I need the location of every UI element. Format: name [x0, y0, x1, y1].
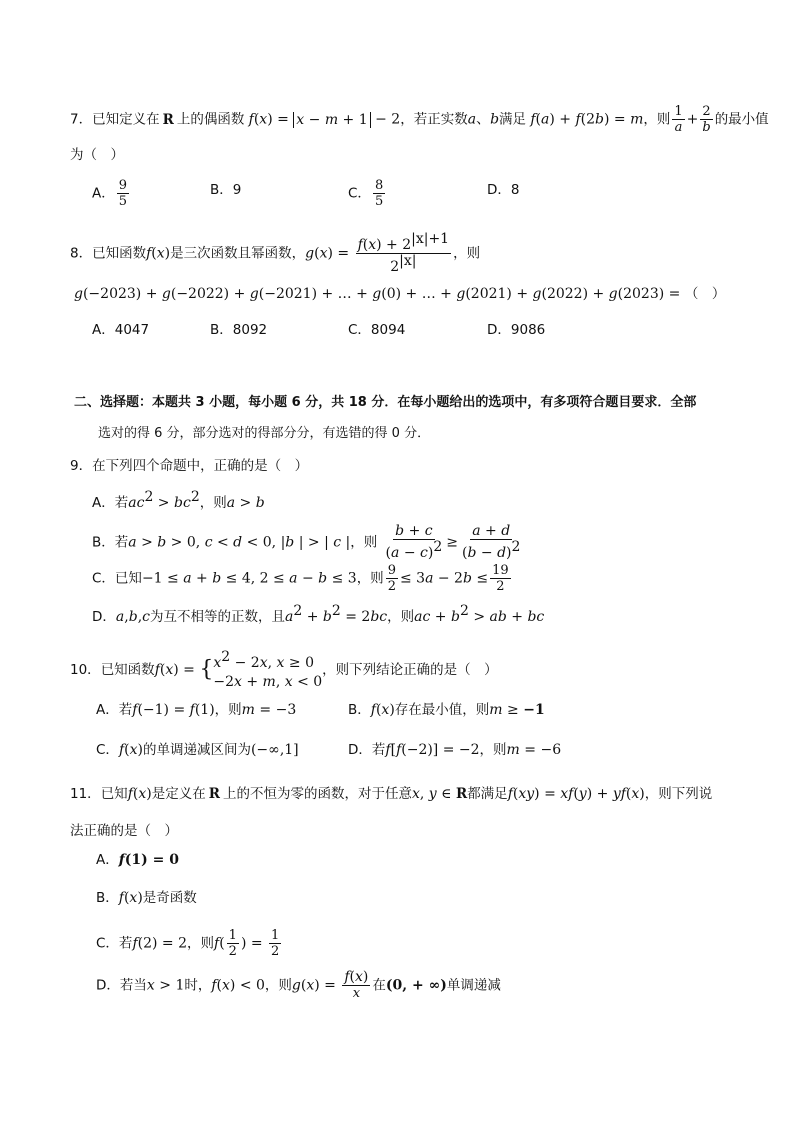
q10-option-b[interactable]: B．f(x)存在最小值，则m ≥ −1 — [348, 702, 545, 718]
question-11-line-1: 11．已知f(x)是定义在 R 上的不恒为零的函数，对于任意x, y ∈ R都满足f(xy) = xf(y) + yf(x)，则下列说 — [70, 786, 713, 802]
question-10-stem: 10．已知函数f(x) = { $x^2 - 2x$, x ≥ 0 −2x + m, x < 0 ，则下列结论正确的是（ ） — [70, 649, 498, 690]
q8-option-a[interactable]: A．4047 — [92, 322, 150, 338]
q10-option-a[interactable]: A．若f(−1) = f(1)，则m = −3 — [96, 702, 297, 718]
question-7-line-1: 7．已知定义在 R 上的偶函数 f(x) = x − m + 1 − 2，若正实数a、b满足 f(a) + f(2b) = m，则 $\frac{1}{a}$ + $\frac{2}{b}$ 的最小值 — [70, 104, 769, 135]
question-8-line-1: 8．已知函数f(x)是三次函数且幂函数，g(x) = $\frac{f(x) + 2^{|x|+1}}{2^{|x|}}$ ，则 — [70, 231, 481, 275]
section-2-instructions: 选对的得 6 分，部分选对的得部分分，有选错的得 0 分． — [98, 426, 431, 441]
q10-option-c[interactable]: C．f(x)的单调递减区间为(−∞,1] — [96, 742, 299, 758]
q7-option-d[interactable]: D．8 — [487, 182, 520, 198]
q7-option-c[interactable]: C． $\frac{8}{5}$ — [348, 178, 384, 209]
q9-option-c[interactable]: C．已知−1 ≤ a + b ≤ 4, 2 ≤ a − b ≤ 3，则 $\frac{9}{2}$ ≤ 3a − 2b ≤ $\frac{19}{2}$ — [92, 563, 509, 594]
q7-option-a[interactable]: A． $\frac{9}{5}$ — [92, 178, 128, 209]
q7-option-b[interactable]: B．9 — [210, 182, 242, 198]
q9-option-b[interactable]: B．若a > b > 0, c < d < 0, |b | > | c |，则 $\frac{b + c}{(a - c)^2}$ ≥ $\frac{a + d}{(b - d)^2}$ — [92, 523, 521, 561]
q11-option-b[interactable]: B．f(x)是奇函数 — [96, 890, 197, 906]
section-2-heading: 二、选择题：本题共 3 小题，每小题 6 分，共 18 分．在每小题给出的选项中，有多项符合题目要求．全部 — [74, 395, 697, 410]
q9-option-d[interactable]: D．a,b,c为互不相等的正数，且$a^2 + b^2 = 2bc$，则ac + $b^2$ > ab + bc — [92, 603, 545, 625]
q8-option-d[interactable]: D．9086 — [487, 322, 546, 338]
q11-option-c[interactable]: C．若f(2) = 2，则f( $\frac{1}{2}$ ) = $\frac{1}{2}$ — [96, 928, 280, 959]
q8-option-b[interactable]: B．8092 — [210, 322, 268, 338]
q10-option-d[interactable]: D．若f[f(−2)] = −2，则m = −6 — [348, 742, 562, 758]
q11-option-a[interactable]: A．f(1) = 0 — [96, 852, 179, 868]
q11-option-d[interactable]: D．若当x > 1时，f(x) < 0，则g(x) = $\frac{f(x)}{x}$ 在(0, + ∞)单调递减 — [96, 969, 501, 1001]
question-8-line-2: g(−2023) + g(−2022) + g(−2021) + … + g(0) + … + g(2021) + g(2022) + g(2023) = （ ） — [74, 286, 726, 302]
question-7-line-2: 为（ ） — [70, 147, 124, 163]
question-11-line-2: 法正确的是（ ） — [70, 823, 178, 839]
q8-option-c[interactable]: C．8094 — [348, 322, 406, 338]
question-9-stem: 9．在下列四个命题中，正确的是（ ） — [70, 458, 309, 474]
q9-option-a[interactable]: A．若$ac^2 > bc^2$，则a > b — [92, 489, 265, 511]
